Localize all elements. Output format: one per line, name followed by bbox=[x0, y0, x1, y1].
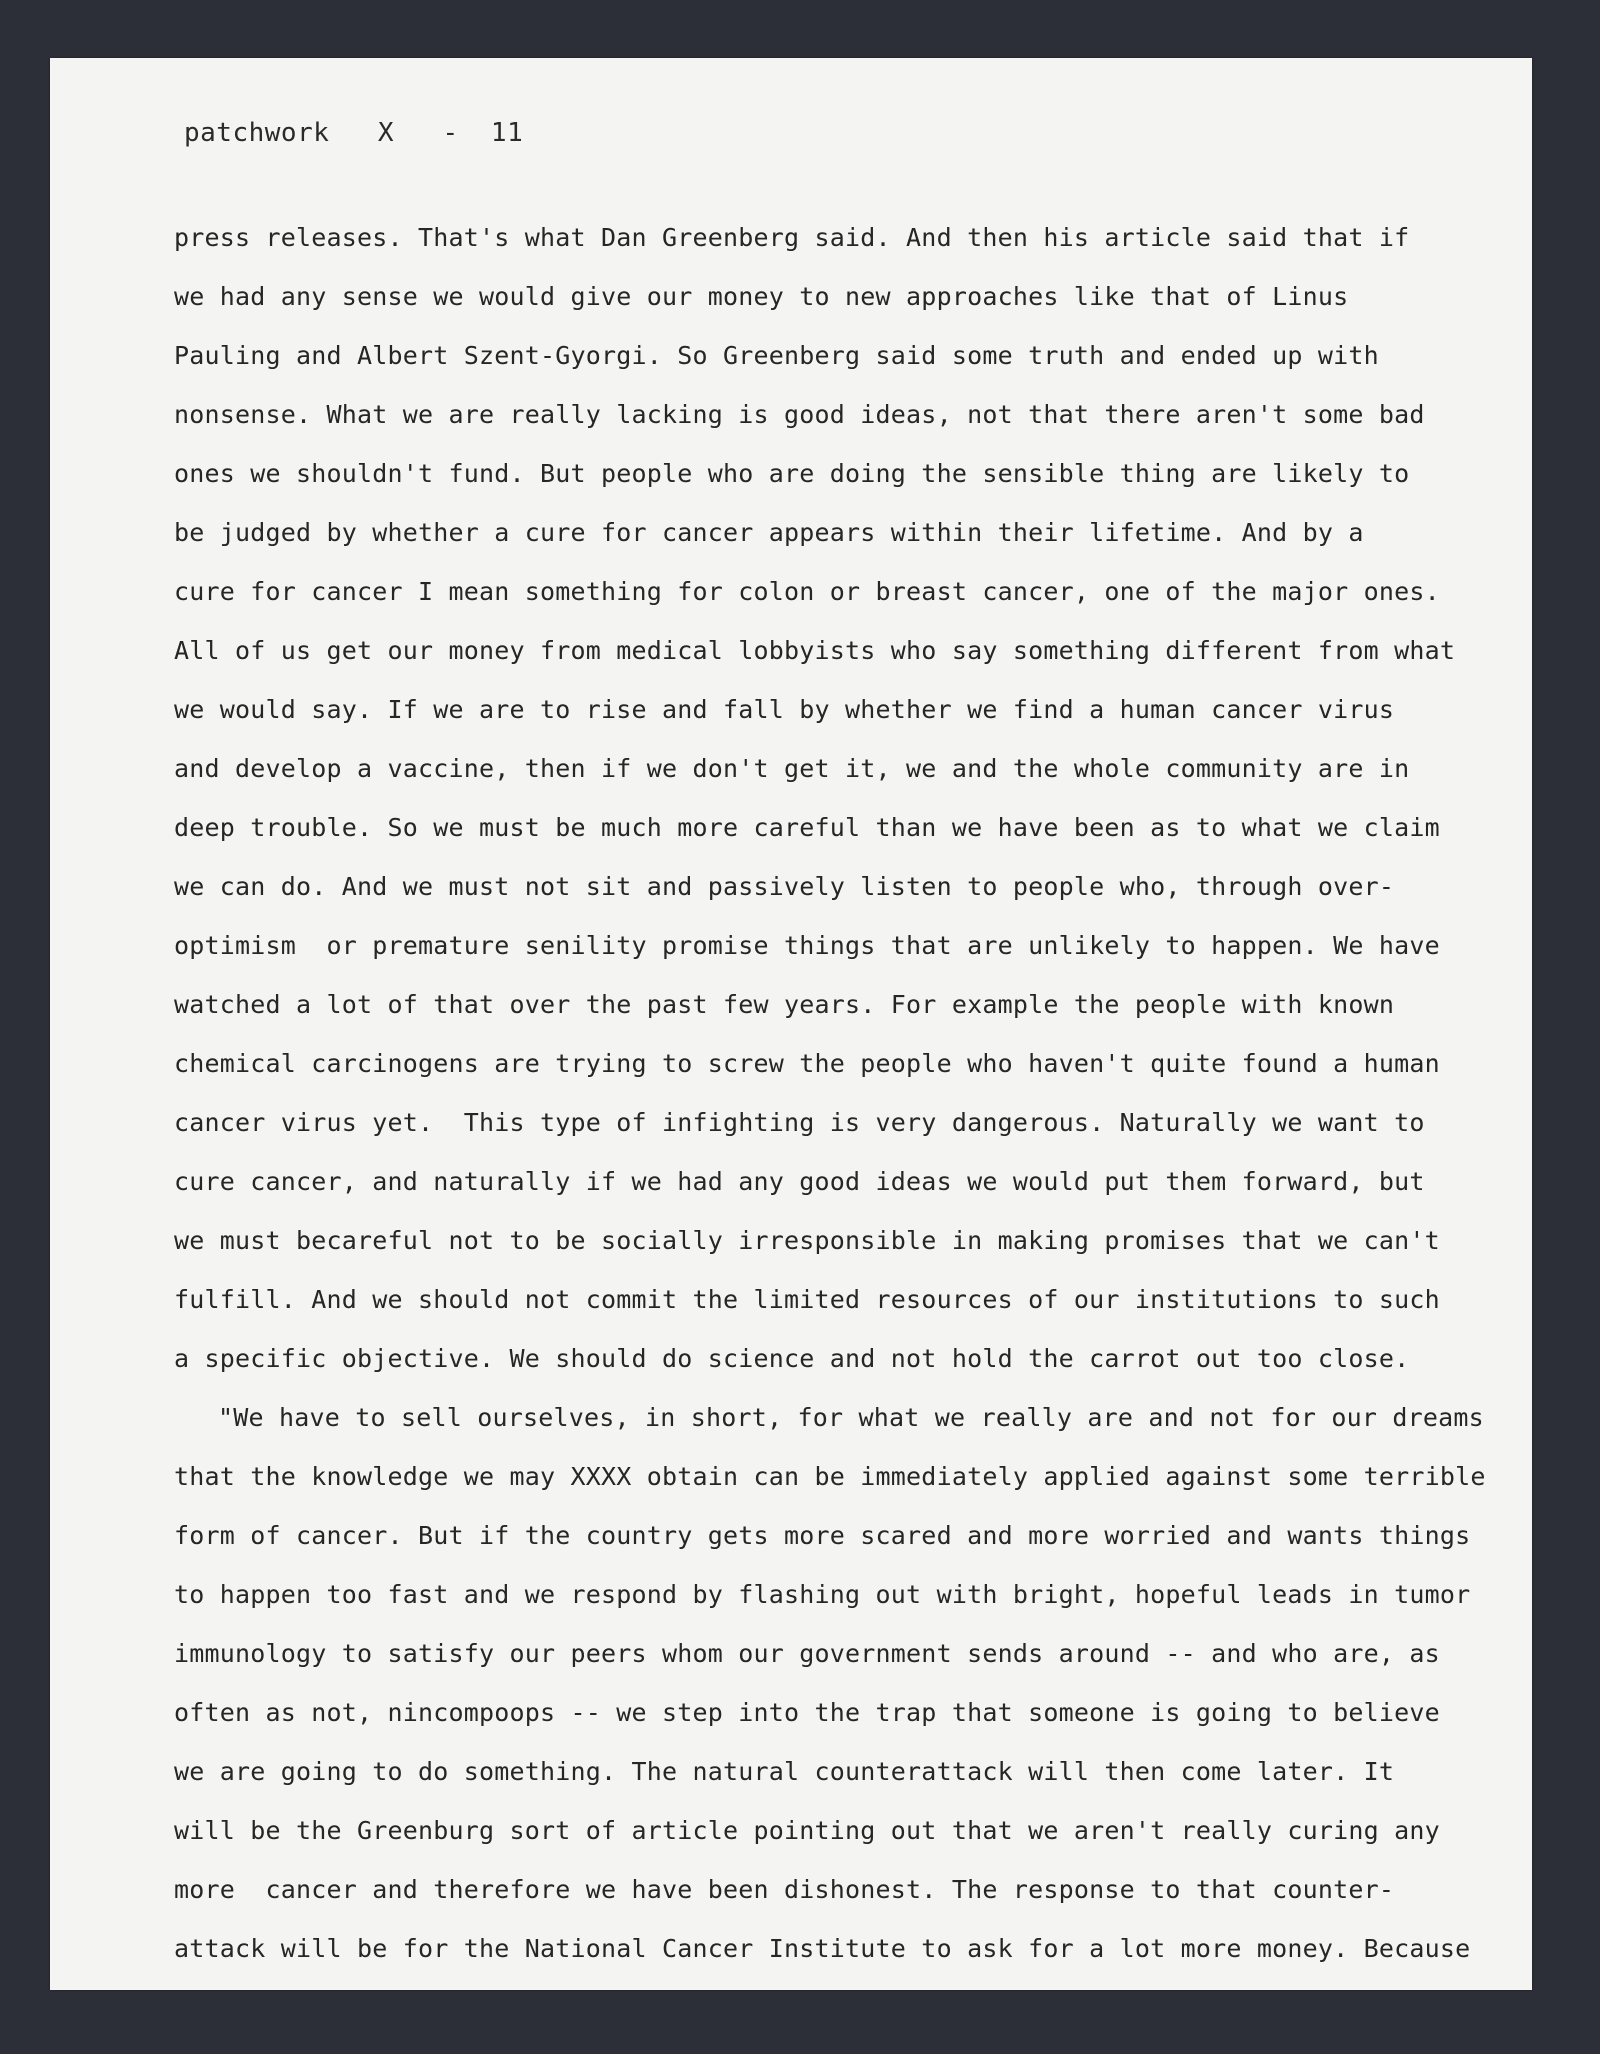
text-line: we had any sense we would give our money to new approaches like that of Linus bbox=[174, 282, 1349, 311]
page-header: patchwork X - 11 bbox=[184, 118, 524, 148]
text-line: attack will be for the National Cancer Institute to ask for a lot more money. Because bbox=[174, 1934, 1471, 1963]
text-line: cancer virus yet. This type of infighting is very dangerous. Naturally we want to bbox=[174, 1108, 1425, 1137]
text-line: be judged by whether a cure for cancer appears within their lifetime. And by a bbox=[174, 518, 1364, 547]
text-line: "We have to sell ourselves, in short, for what we really are and not for our dreams bbox=[218, 1403, 1484, 1432]
text-line: we are going to do something. The natural counterattack will then come later. It bbox=[174, 1757, 1395, 1786]
text-line: a specific objective. We should do science and not hold the carrot out too close. bbox=[174, 1344, 1410, 1373]
text-line: nonsense. What we are really lacking is good ideas, not that there aren't some bad bbox=[174, 400, 1425, 429]
text-line: All of us get our money from medical lobbyists who say something different from what bbox=[174, 636, 1456, 665]
text-line: and develop a vaccine, then if we don't get it, we and the whole community are in bbox=[174, 754, 1410, 783]
text-line: chemical carcinogens are trying to screw the people who haven't quite found a human bbox=[174, 1049, 1440, 1078]
text-line: ones we shouldn't fund. But people who are doing the sensible thing are likely to bbox=[174, 459, 1410, 488]
text-line: cure cancer, and naturally if we had any good ideas we would put them forward, but bbox=[174, 1167, 1425, 1196]
text-line: we can do. And we must not sit and passively listen to people who, through over- bbox=[174, 872, 1395, 901]
text-line: more cancer and therefore we have been dishonest. The response to that counter- bbox=[174, 1875, 1395, 1904]
text-line: watched a lot of that over the past few years. For example the people with known bbox=[174, 990, 1395, 1019]
page-body bbox=[174, 208, 1504, 1978]
text-line: that the knowledge we may XXXX obtain can be immediately applied against some terrible bbox=[174, 1462, 1486, 1491]
text-line: form of cancer. But if the country gets more scared and more worried and wants things bbox=[174, 1521, 1471, 1550]
typewritten-page bbox=[50, 58, 1532, 1990]
text-line: fulfill. And we should not commit the limited resources of our institutions to such bbox=[174, 1285, 1440, 1314]
text-line: deep trouble. So we must be much more careful than we have been as to what we claim bbox=[174, 813, 1440, 842]
text-line: we would say. If we are to rise and fall by whether we find a human cancer virus bbox=[174, 695, 1395, 724]
text-line: immunology to satisfy our peers whom our government sends around -- and who are, as bbox=[174, 1639, 1440, 1668]
text-line: press releases. That's what Dan Greenberg said. And then his article said that if bbox=[174, 223, 1410, 252]
text-line: often as not, nincompoops -- we step into the trap that someone is going to believe bbox=[174, 1698, 1440, 1727]
text-line: optimism or premature senility promise things that are unlikely to happen. We have bbox=[174, 931, 1440, 960]
text-line: cure for cancer I mean something for colon or breast cancer, one of the major ones. bbox=[174, 577, 1440, 606]
text-line: we must becareful not to be socially irresponsible in making promises that we can't bbox=[174, 1226, 1440, 1255]
text-line: to happen too fast and we respond by flashing out with bright, hopeful leads in tumor bbox=[174, 1580, 1471, 1609]
text-line: will be the Greenburg sort of article pointing out that we aren't really curing any bbox=[174, 1816, 1440, 1845]
text-line: Pauling and Albert Szent-Gyorgi. So Greenberg said some truth and ended up with bbox=[174, 341, 1379, 370]
